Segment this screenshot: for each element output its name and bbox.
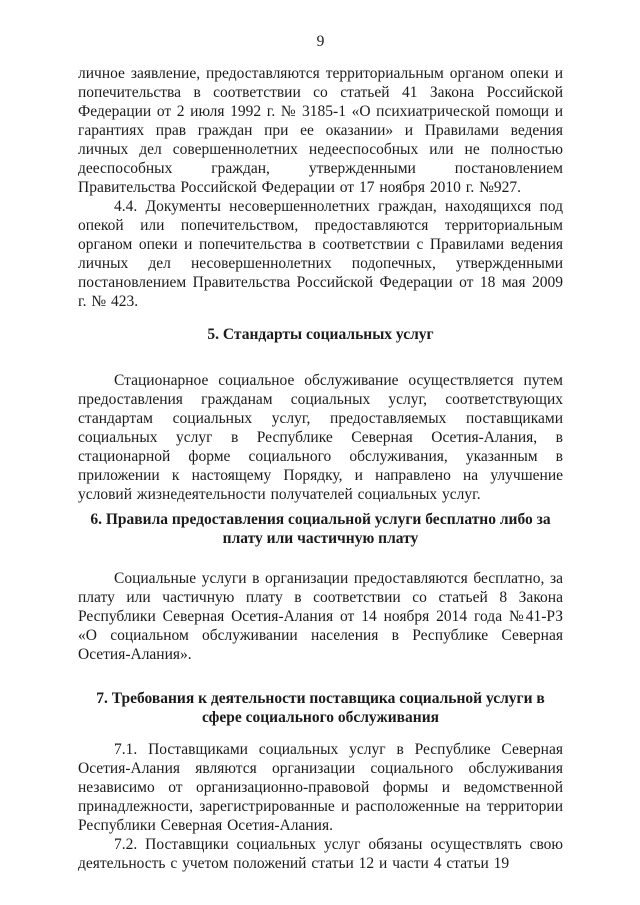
section-heading-7: 7. Требования к деятельности поставщика социальной услуги в сфере социального обслуживания — [96, 689, 545, 726]
paragraph-7-1: 7.1. Поставщиками социальных услуг в Республике Северная Осетия-Алания являются организации социального обслуживания независимо от организационно-правовой формы и ведомственной принадлежности, зарегистрированные и расположенные на территории Республики Северная Осетия-Алания. — [78, 740, 563, 834]
paragraph-4-4: 4.4. Документы несовершеннолетних граждан, находящихся под опекой или попечительством, предоставляются территориальным органом опеки и попечительства в соответствии с Правилами ведения личных дел несовершеннолетних подопечных, утвержденными постановлением Правительства Российской Федерации от 18 мая 2009 г. № 423. — [78, 198, 563, 310]
paragraph-section-5: Стационарное социальное обслуживание осуществляется путем предоставления гражданам социальных услуг, соответствующих стандартам социальных услуг, предоставляемых поставщиками социальных услуг в Республике Северная Осетия-Алания, в стационарной форме социального обслуживания, указанным в приложении к настоящему Порядку, и направлено на улучшение условий жизнедеятельности получателей социальных услуг. — [78, 371, 563, 503]
section-heading-5: 5. Стандарты социальных услуг — [207, 326, 434, 343]
paragraph-section-6: Социальные услуги в организации предоставляются бесплатно, за плату или частичную плату в соответствии со статьей 8 Закона Республики Северная Осетия-Алания от 14 ноября 2014 года №41-РЗ «О социальном обслуживании населения в Республике Северная Осетия-Алания». — [78, 569, 563, 663]
page-number: 9 — [316, 33, 325, 50]
paragraph-continuation: личное заявление, предоставляются территориальным органом опеки и попечительства в соответствии со статьей 41 Закона Российской Федерации от 2 июля 1992 г. № 3185-1 «О психиатрической помощи и гарантиях прав граждан при ее оказании» и Правилами ведения личных дел совершеннолетних недееспособных или не полностью дееспособных граждан, утвержденными постановлением Правительства Российской Федерации от 17 ноября 2010 г. №927. — [78, 65, 563, 196]
paragraph-7-2: 7.2. Поставщики социальных услуг обязаны осуществлять свою деятельность с учетом положений статьи 12 и части 4 статьи 19 — [78, 835, 563, 872]
section-heading-6: 6. Правила предоставления социальной услуги бесплатно либо за плату или частичную плату — [90, 510, 551, 547]
